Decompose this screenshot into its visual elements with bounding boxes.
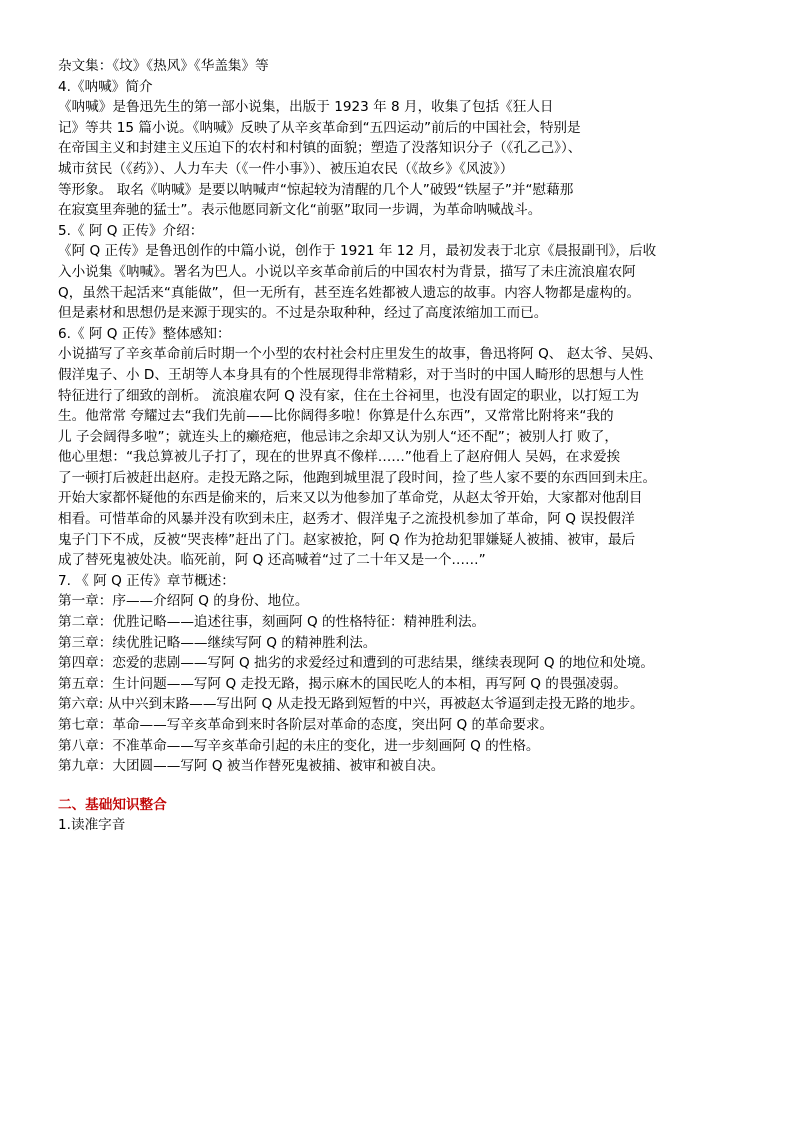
document-page [58,56,748,836]
text-line: 《阿 Q 正传》是鲁迅创作的中篇小说，创作于 1921 年 12 月，最初发表于北京《晨报副刊》，后收 [58,243,657,260]
text-line: 等形象。 取名《呐喊》是要以呐喊声“惊起较为清醒的几个人”破毁“铁屋子”并“慰藉那 [58,181,574,198]
text-line: 在寂寞里奔驰的猛士”。表示他愿同新文化“前驱”取同一步调，为革命呐喊战斗。 [58,202,542,219]
sub-item: 1.读准字音 [58,817,126,834]
text-line: 城市贫民（《药》）、人力车夫（《一件小事》）、被压迫农民（《故乡》《风波》） [58,160,514,177]
text-line: 鬼子门下不成，反被“哭丧棒”赶出了门。赵家被抢，阿 Q 作为抢劫犯罪嫌疑人被捕、被审，最后 [58,531,636,548]
text-line: 开始大家都怀疑他的东西是偷来的，后来又以为他参加了革命党，从赵太爷开始，大家都对他刮目 [58,490,643,507]
text-line: Q，虽然干起活来“真能做”，但一无所有，甚至连名姓都被人遗忘的故事。内容人物都是虚构的。 [58,284,641,301]
chapter-line: 第二章：优胜记略——追述往事，刻画阿 Q 的性格特征：精神胜利法。 [58,614,486,631]
text-line: 6.《 阿 Q 正传》整体感知： [58,325,231,342]
text-line: 4.《呐喊》简介 [58,78,153,95]
text-line: 特征进行了细致的剖析。 流浪雇农阿 Q 没有家，住在土谷祠里，也没有固定的职业，以打短工为 [58,387,640,404]
chapter-line: 第四章：恋爱的悲剧——写阿 Q 拙劣的求爱经过和遭到的可悲结果，继续表现阿 Q 的地位和处境。 [58,655,655,672]
text-line: 7. 《 阿 Q 正传》章节概述： [58,572,235,589]
chapter-line: 第一章：序——介绍阿 Q 的身份、地位。 [58,593,309,610]
chapter-line: 第八章：不准革命——写辛亥革命引起的未庄的变化，进一步刻画阿 Q 的性格。 [58,737,540,754]
text-line: 5.《 阿 Q 正传》介绍： [58,222,204,239]
chapter-line: 第五章：生计问题——写阿 Q 走投无路，揭示麻木的国民吃人的本相，再写阿 Q 的畏强凌弱。 [58,675,627,692]
text-line: 儿 子会阔得多啦”；就连头上的癞疮疤，他忌讳之余却又认为别人“还不配”；被别人打 败了， [58,428,618,445]
text-line: 了一顿打后被赶出赵府。走投无路之际，他跑到城里混了段时间，捡了些人家不要的东西回到未庄。 [58,469,657,486]
chapter-line: 第七章：革命——写辛亥革命到来时各阶层对革命的态度，突出阿 Q 的革命要求。 [58,717,554,733]
text-line: 《呐喊》是鲁迅先生的第一部小说集，出版于 1923 年 8 月，收集了包括《狂人日 [58,99,554,116]
section-title: 二、基础知识整合 [58,796,167,813]
text-line: 杂文集：《坟》《热风》《华盖集》等 [58,58,269,74]
text-line: 假洋鬼子、小 D、王胡等人本身具有的个性展现得非常精彩，对于当时的中国人畸形的思想与人性 [58,366,644,383]
text-line: 他心里想：“我总算被儿子打了，现在的世界真不像样……”他看上了赵府佣人 吴妈，在求爱挨 [58,449,621,466]
chapter-line: 第三章：续优胜记略——继续写阿 Q 的精神胜利法。 [58,634,377,651]
text-line: 在帝国主义和封建主义压迫下的农村和村镇的面貌；塑造了没落知识分子（《孔乙己》）、 [58,140,582,157]
chapter-line: 第六章: 从中兴到末路——写出阿 Q 从走投无路到短暂的中兴，再被赵太爷逼到走投无路的地步。 [58,696,644,713]
text-line: 入小说集《呐喊》。署名为巴人。小说以辛亥革命前后的中国农村为背景，描写了未庄流浪雇农阿 [58,263,636,280]
text-line: 小说描写了辛亥革命前后时期一个小型的农村社会村庄里发生的故事，鲁迅将阿 Q、 赵太爷、吴妈、 [58,346,662,363]
text-line: 成了替死鬼被处决。临死前，阿 Q 还高喊着“过了二十年又是一个……” [58,552,486,569]
text-line: 记》等共 15 篇小说。《呐喊》反映了从辛亥革命到“五四运动”前后的中国社会，特别是 [58,119,581,136]
chapter-line: 第九章：大团圆——写阿 Q 被当作替死鬼被捕、被审和被自决。 [58,758,445,775]
text-line: 相看。可惜革命的风暴并没有吹到未庄，赵秀才、假洋鬼子之流投机参加了革命，阿 Q 误投假洋 [58,511,635,528]
text-line: 生。他常常 夸耀过去“我们先前——比你阔得多啦！你算是什么东西”，又常常比附将来“我的 [58,408,614,425]
text-line: 但是素材和思想仍是来源于现实的。不过是杂取种种，经过了高度浓缩加工而已。 [58,305,548,322]
